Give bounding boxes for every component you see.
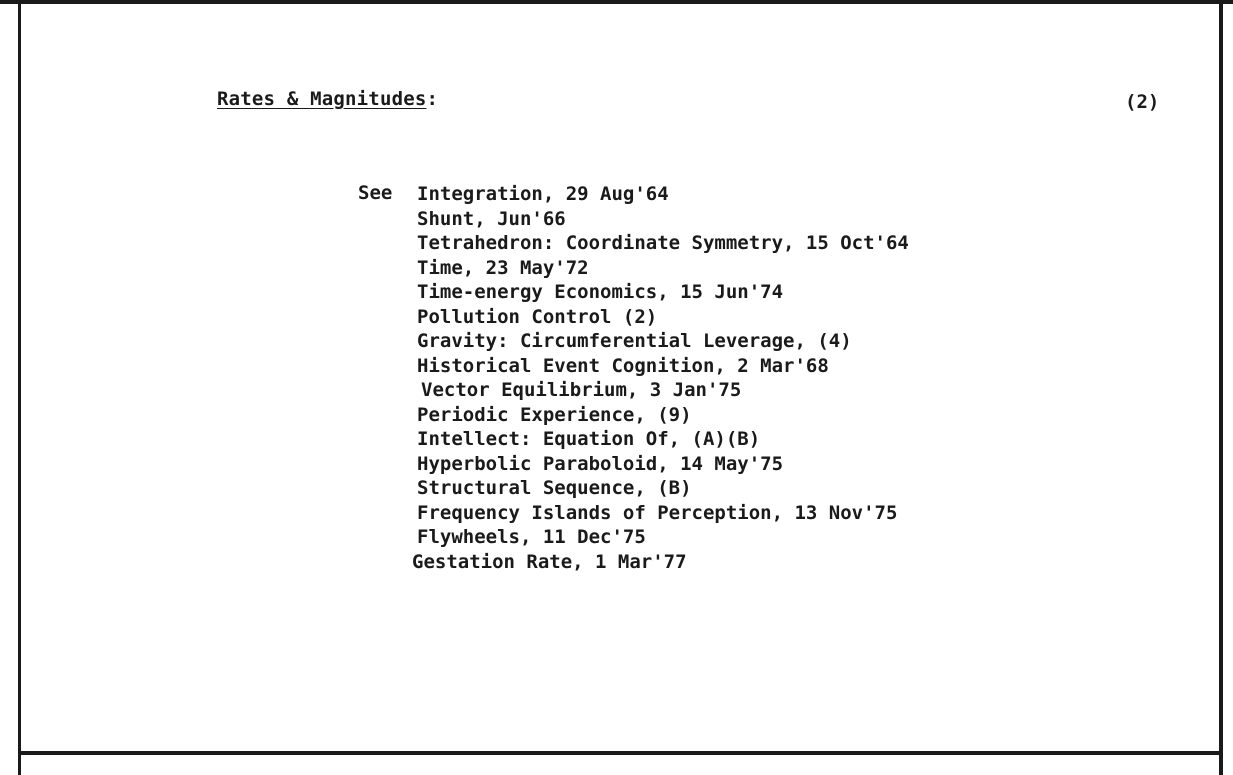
reference-item: Tetrahedron: Coordinate Symmetry, 15 Oct'64 — [417, 232, 909, 254]
reference-item: Pollution Control (2) — [417, 305, 658, 328]
reference-item: Vector Equilibrium, 3 Jan'75 — [421, 379, 742, 401]
reference-item: Intellect: Equation Of, (A)(B) — [417, 428, 761, 450]
card-left-border — [18, 0, 21, 775]
reference-item: Gravity: Circumferential Leverage, (4) — [417, 330, 852, 352]
card-top-border — [0, 0, 1233, 4]
reference-item: Integration, 29 Aug'64 — [417, 183, 669, 205]
reference-item: Time-energy Economics, 15 Jun'74 — [417, 281, 784, 303]
card-title: Rates & Magnitudes — [217, 88, 427, 110]
page-number: (2) — [1125, 91, 1160, 113]
reference-item: Time, 23 May'72 — [417, 256, 589, 279]
reference-item: Historical Event Cognition, 2 Mar'68 — [417, 354, 829, 377]
reference-item: Structural Sequence, (B) — [417, 477, 692, 499]
see-label: See — [358, 182, 393, 204]
reference-item: Frequency Islands of Perception, 13 Nov'75 — [417, 501, 898, 524]
card-right-border — [1219, 0, 1223, 775]
reference-item: Flywheels, 11 Dec'75 — [417, 526, 646, 548]
reference-item: Shunt, Jun'66 — [417, 207, 566, 230]
reference-item: Hyperbolic Paraboloid, 14 May'75 — [417, 452, 784, 475]
reference-list — [412, 182, 909, 574]
card-heading — [217, 88, 438, 110]
card-bottom-border — [18, 751, 1223, 755]
reference-item: Gestation Rate, 1 Mar'77 — [412, 550, 687, 573]
card-title-colon: : — [426, 88, 439, 110]
reference-item: Periodic Experience, (9) — [417, 403, 692, 426]
